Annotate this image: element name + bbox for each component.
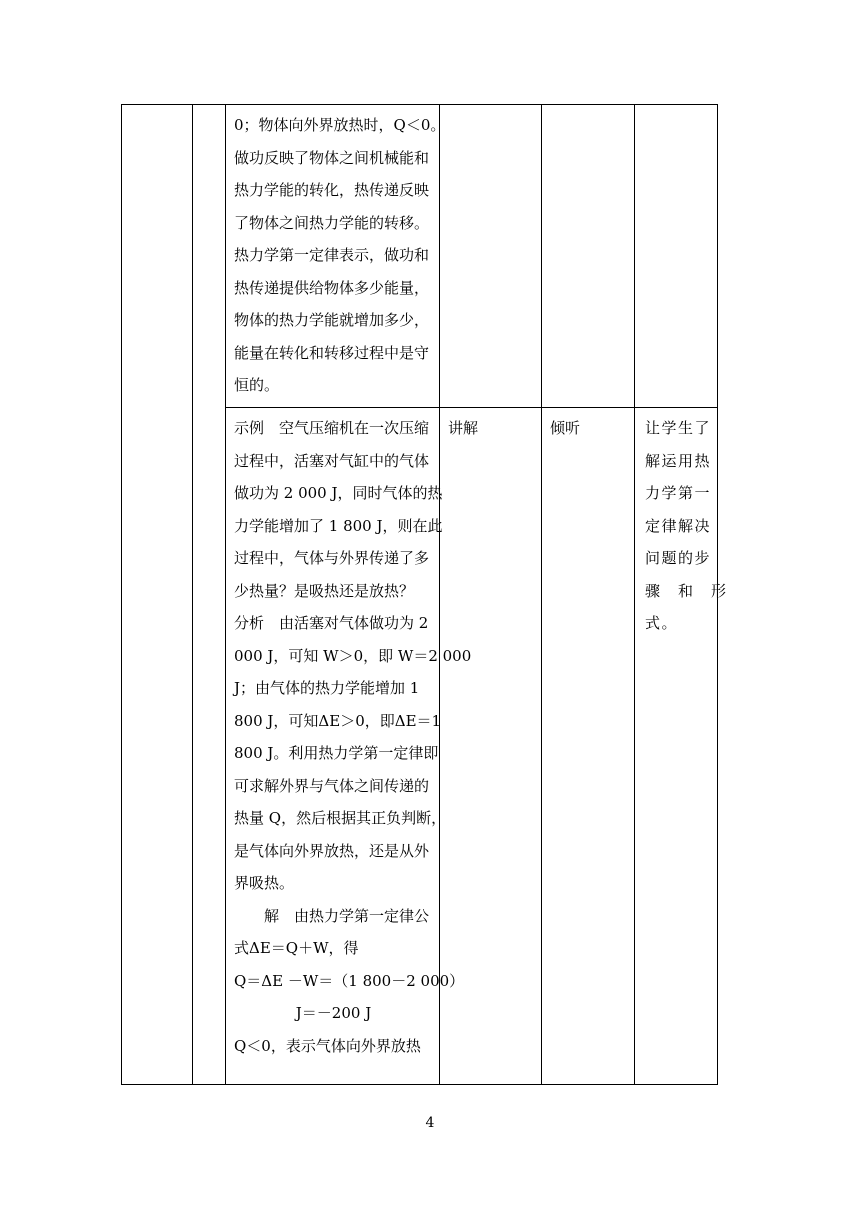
purpose-line: 问题的步	[645, 549, 712, 567]
content-line: 热力学能的转化，热传递反映	[234, 181, 430, 199]
solution-line: 解 由热力学第一定律公	[264, 906, 430, 925]
solution-line: 式ΔE＝Q＋W，得	[234, 939, 359, 957]
content-line: 分析 由活塞对气体做功为 2	[234, 614, 429, 632]
content-line: 800 J。利用热力学第一定律即	[234, 744, 439, 762]
content-line: 做功为 2 000 J，同时气体的热	[234, 484, 443, 502]
purpose-cell	[635, 408, 728, 1085]
section-cell	[122, 105, 193, 1085]
purpose-line: 定律解决	[645, 516, 712, 535]
content-line: 了物体之间热力学能的转移。	[234, 213, 430, 232]
content-line: 力学能增加了 1 800 J，则在此	[234, 516, 443, 535]
content-line: 热量 Q，然后根据其正负判断，	[234, 809, 447, 827]
purpose-line: 骤 和 形	[645, 581, 728, 600]
purpose-line: 力学第一	[645, 484, 712, 502]
content-line: 能量在转化和转移过程中是守	[234, 343, 430, 362]
content-line: 过程中，气体与外界传递了多	[234, 549, 430, 567]
content-line: 示例 空气压缩机在一次压缩	[234, 419, 430, 437]
content-line: 0；物体向外界放热时，Q＜0。	[234, 116, 446, 134]
teacher-activity-cell	[440, 105, 542, 408]
content-line: J；由气体的热力学能增加 1	[234, 679, 420, 697]
content-line: 少热量？是吸热还是放热？	[234, 581, 415, 600]
content-line: 是气体向外界放热，还是从外	[234, 841, 430, 860]
content-line: 热力学第一定律表示，做功和	[234, 246, 430, 264]
page-number: 4	[425, 1115, 435, 1131]
content-line: 000 J，可知 W＞0，即 W＝2 000	[234, 646, 472, 665]
solution-line: J＝－200 J	[295, 1004, 372, 1022]
solution-line: Q＝ΔE －W＝（1 800－2 000）	[234, 971, 465, 990]
student-activity-cell	[542, 105, 635, 408]
content-line: 800 J，可知ΔE＞0，即ΔE＝1	[234, 711, 442, 730]
content-cell	[226, 105, 446, 408]
content-line: 恒的。	[234, 376, 280, 394]
solution-line: Q＜0，表示气体向外界放热	[234, 1036, 421, 1055]
purpose-cell	[635, 105, 718, 408]
purpose-line: 解运用热	[645, 451, 712, 470]
content-line: 过程中，活塞对气缸中的气体	[234, 451, 430, 470]
content-line: 热传递提供给物体多少能量，	[234, 278, 430, 297]
content-line: 界吸热。	[234, 874, 295, 892]
purpose-line: 让学生了	[645, 419, 712, 437]
content-line: 可求解外界与气体之间传递的	[234, 776, 430, 795]
content-line: 做功反映了物体之间机械能和	[234, 148, 430, 167]
step-cell	[193, 105, 226, 1085]
content-line: 物体的热力学能就增加多少，	[234, 311, 430, 329]
teacher-activity: 讲解	[448, 419, 479, 437]
table-row	[122, 105, 718, 408]
lesson-plan-table	[121, 104, 728, 1085]
student-activity-cell	[542, 408, 635, 1085]
student-activity: 倾听	[550, 419, 581, 437]
purpose-line: 式。	[645, 614, 679, 632]
